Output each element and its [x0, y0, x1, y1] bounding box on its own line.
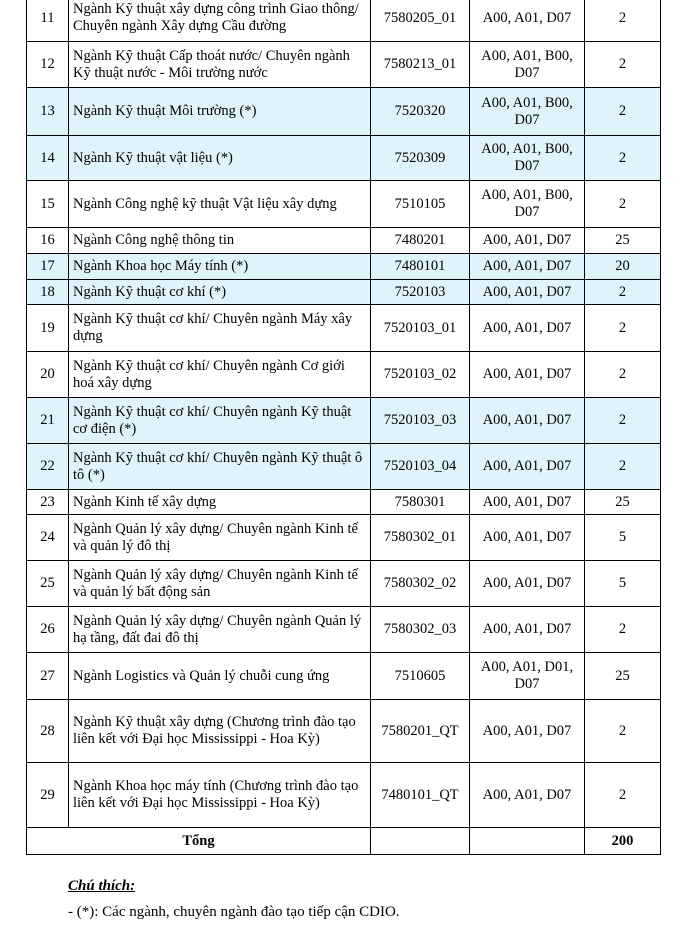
program-name: Ngành Khoa học Máy tính (*): [69, 254, 371, 280]
row-number: 11: [27, 0, 69, 42]
program-name: Ngành Kỹ thuật xây dựng (Chương trình đào tạo liên kết với Đại học Mississippi - Hoa Kỳ): [69, 700, 371, 763]
program-name: Ngành Kỹ thuật cơ khí/ Chuyên ngành Kỹ thuật cơ điện (*): [69, 398, 371, 444]
program-code: 7510605: [371, 653, 470, 700]
subject-combination: A00, A01, D07: [470, 398, 585, 444]
quota: 2: [585, 42, 661, 88]
row-number: 20: [27, 352, 69, 398]
program-name: Ngành Quản lý xây dựng/ Chuyên ngành Kinh tế và quản lý bất động sản: [69, 561, 371, 607]
quota: 20: [585, 254, 661, 280]
subject-combination: A00, A01, D07: [470, 444, 585, 490]
program-name: Ngành Quản lý xây dựng/ Chuyên ngành Kinh tế và quản lý đô thị: [69, 515, 371, 561]
note-title: Chú thích:: [68, 878, 136, 894]
note-cdio: - (*): Các ngành, chuyên ngành đào tạo tiếp cận CDIO.: [68, 904, 400, 920]
program-name: Ngành Kỹ thuật cơ khí/ Chuyên ngành Kỹ thuật ô tô (*): [69, 444, 371, 490]
program-name: Ngành Logistics và Quản lý chuỗi cung ứng: [69, 653, 371, 700]
row-number: 21: [27, 398, 69, 444]
program-code: 7520103_01: [371, 305, 470, 352]
quota: 2: [585, 136, 661, 181]
quota: 2: [585, 398, 661, 444]
admissions-quota-table: [26, 0, 661, 855]
subject-combination: A00, A01, D01, D07: [470, 653, 585, 700]
program-name: Ngành Kỹ thuật cơ khí/ Chuyên ngành Cơ giới hoá xây dựng: [69, 352, 371, 398]
table-row: [27, 398, 661, 444]
table-row: [27, 88, 661, 136]
quota: 25: [585, 228, 661, 254]
row-number: 17: [27, 254, 69, 280]
program-code: 7520103_02: [371, 352, 470, 398]
total-row: [27, 828, 661, 855]
program-code: 7580205_01: [371, 0, 470, 42]
subject-combination: A00, A01, D07: [470, 763, 585, 828]
row-number: 23: [27, 490, 69, 515]
row-number: 12: [27, 42, 69, 88]
subject-combination: A00, A01, D07: [470, 254, 585, 280]
row-number: 28: [27, 700, 69, 763]
total-empty-code: [371, 828, 470, 855]
table-row: [27, 444, 661, 490]
program-code: 7580302_02: [371, 561, 470, 607]
program-name: Ngành Công nghệ kỹ thuật Vật liệu xây dựng: [69, 181, 371, 228]
program-name: Ngành Kỹ thuật vật liệu (*): [69, 136, 371, 181]
table-row: [27, 352, 661, 398]
program-code: 7580213_01: [371, 42, 470, 88]
subject-combination: A00, A01, B00, D07: [470, 42, 585, 88]
program-code: 7520103: [371, 280, 470, 305]
table-row: [27, 561, 661, 607]
table-row: [27, 280, 661, 305]
subject-combination: A00, A01, D07: [470, 0, 585, 42]
row-number: 16: [27, 228, 69, 254]
subject-combination: A00, A01, D07: [470, 490, 585, 515]
program-code: 7480101: [371, 254, 470, 280]
subject-combination: A00, A01, B00, D07: [470, 88, 585, 136]
quota: 2: [585, 700, 661, 763]
program-code: 7520309: [371, 136, 470, 181]
quota: 2: [585, 607, 661, 653]
quota: 2: [585, 0, 661, 42]
quota: 2: [585, 305, 661, 352]
subject-combination: A00, A01, B00, D07: [470, 136, 585, 181]
total-empty-combo: [470, 828, 585, 855]
table-row: [27, 700, 661, 763]
quota: 25: [585, 490, 661, 515]
quota: 2: [585, 444, 661, 490]
program-name: Ngành Kỹ thuật xây dựng công trình Giao thông/ Chuyên ngành Xây dựng Cầu đường: [69, 0, 371, 42]
program-code: 7520103_03: [371, 398, 470, 444]
program-name: Ngành Quản lý xây dựng/ Chuyên ngành Quản lý hạ tầng, đất đai đô thị: [69, 607, 371, 653]
table-row: [27, 254, 661, 280]
total-label: Tổng: [27, 828, 371, 855]
quota: 2: [585, 280, 661, 305]
table-row: [27, 515, 661, 561]
quota: 2: [585, 88, 661, 136]
quota: 25: [585, 653, 661, 700]
table-row: [27, 42, 661, 88]
program-code: 7580302_01: [371, 515, 470, 561]
table-row: [27, 181, 661, 228]
row-number: 19: [27, 305, 69, 352]
table-body: [27, 0, 661, 828]
subject-combination: A00, A01, D07: [470, 607, 585, 653]
subject-combination: A00, A01, D07: [470, 228, 585, 254]
quota: 2: [585, 763, 661, 828]
table-row: [27, 136, 661, 181]
table-row: [27, 305, 661, 352]
program-name: Ngành Kỹ thuật Cấp thoát nước/ Chuyên ngành Kỹ thuật nước - Môi trường nước: [69, 42, 371, 88]
subject-combination: A00, A01, D07: [470, 700, 585, 763]
program-code: 7580301: [371, 490, 470, 515]
program-name: Ngành Công nghệ thông tin: [69, 228, 371, 254]
row-number: 25: [27, 561, 69, 607]
program-code: 7580302_03: [371, 607, 470, 653]
row-number: 13: [27, 88, 69, 136]
program-name: Ngành Kỹ thuật Môi trường (*): [69, 88, 371, 136]
row-number: 18: [27, 280, 69, 305]
program-name: Ngành Kỹ thuật cơ khí/ Chuyên ngành Máy xây dựng: [69, 305, 371, 352]
table-row: [27, 490, 661, 515]
program-code: 7520320: [371, 88, 470, 136]
subject-combination: A00, A01, D07: [470, 280, 585, 305]
table-row: [27, 0, 661, 42]
program-code: 7520103_04: [371, 444, 470, 490]
program-code: 7580201_QT: [371, 700, 470, 763]
program-code: 7480101_QT: [371, 763, 470, 828]
row-number: 29: [27, 763, 69, 828]
quota: 2: [585, 352, 661, 398]
quota: 5: [585, 561, 661, 607]
row-number: 15: [27, 181, 69, 228]
quota: 2: [585, 181, 661, 228]
program-name: Ngành Khoa học máy tính (Chương trình đào tạo liên kết với Đại học Mississippi - Hoa Kỳ): [69, 763, 371, 828]
program-name: Ngành Kỹ thuật cơ khí (*): [69, 280, 371, 305]
subject-combination: A00, A01, B00, D07: [470, 181, 585, 228]
program-code: 7480201: [371, 228, 470, 254]
subject-combination: A00, A01, D07: [470, 352, 585, 398]
row-number: 14: [27, 136, 69, 181]
program-name: Ngành Kinh tế xây dựng: [69, 490, 371, 515]
row-number: 22: [27, 444, 69, 490]
table-row: [27, 653, 661, 700]
total-quota: 200: [585, 828, 661, 855]
table-row: [27, 228, 661, 254]
subject-combination: A00, A01, D07: [470, 561, 585, 607]
subject-combination: A00, A01, D07: [470, 515, 585, 561]
row-number: 27: [27, 653, 69, 700]
table-row: [27, 607, 661, 653]
subject-combination: A00, A01, D07: [470, 305, 585, 352]
program-code: 7510105: [371, 181, 470, 228]
table-row: [27, 763, 661, 828]
quota: 5: [585, 515, 661, 561]
row-number: 24: [27, 515, 69, 561]
row-number: 26: [27, 607, 69, 653]
